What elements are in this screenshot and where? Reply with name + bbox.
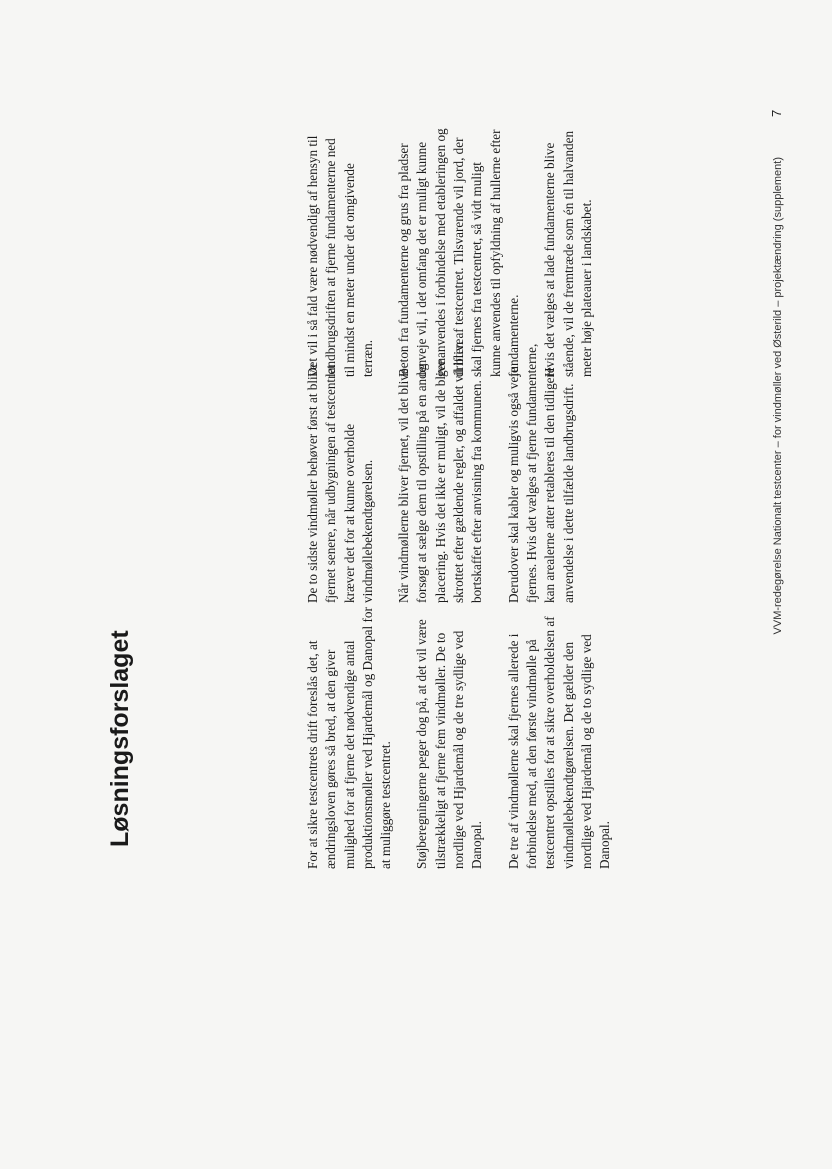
paragraph: De to sidste vindmøller behøver først at blive fjernet senere, når udbygningen af testcentret kræver det for at kunne overholde vindmøllebekendtgørelsen. bbox=[305, 363, 375, 603]
paragraph: Når vindmøllerne bliver fjernet, vil det blive forsøgt at sælge dem til opstilling på en anden placering. Hvis det ikke er muligt, vil de blive skrottet efter gældende regler, og affaldet vil blive bortskaffet efter anvisning fra kommunen. bbox=[396, 338, 485, 603]
paragraph: For at sikre testcentrets drift foreslås det, at ændringsloven gøres så bred, at den giver mulighed for at fjerne det nødvendige antal produktionsmøller ved Hjardemål og Danopal for at muliggøre testcentret. bbox=[305, 607, 394, 869]
paragraph: Hvis det vælges at lade fundamenterne blive stående, vil de fremtræde som én til halvanden meter høje plateauer i landskabet. bbox=[542, 130, 594, 377]
paragraph: Det vil i så fald være nødvendigt af hensyn til landbrugsdriften at fjerne fundamenterne ned til mindst en meter under det omgivende terræn. bbox=[305, 135, 375, 377]
page-title: Løsningsforslaget bbox=[106, 630, 134, 847]
text-column-3 bbox=[304, 127, 614, 377]
paragraph: De tre af vindmøllerne skal fjernes allerede i forbindelse med, at den første vindmølle på testcentret opstilles for at sikre overholdelsen af vindmøllebekendtgørelsen. Det gælder den nordlige ved Hjardemål og de to sydlige ved Danopal. bbox=[505, 616, 613, 869]
paragraph: Beton fra fundamenterne og grus fra pladser og veje vil, i det omfang det er muligt kunne genanvendes i forbindelse med etableringen og driften af testcentret. Tilsvarende vil jord, der skal fjernes fra testcentret, så vidt muligt kunne anvendes til opfyldning af hullerne efter fundamenterne. bbox=[396, 128, 521, 377]
text-column-1 bbox=[304, 604, 632, 869]
paragraph: Støjberegningerne peger dog på, at det vil være tilstrækkeligt at fjerne fem vindmøller. De to nordlige ved Hjardemål og de tre sydlige ved Danopal. bbox=[414, 619, 485, 869]
paragraph: Derudover skal kabler og muligvis også veje fjernes. Hvis det vælges at fjerne fundamenterne, kan arealerne atter retableres til den tidligere anvendelse i dette tilfælde landbrugsdrift. bbox=[505, 343, 576, 603]
page-number: 7 bbox=[769, 109, 784, 117]
text-column-2 bbox=[304, 338, 596, 603]
page-footer: VVM-redegørelse Nationalt testcenter – for vindmøller ved Østerild – projektændring (supplement) bbox=[772, 157, 784, 635]
